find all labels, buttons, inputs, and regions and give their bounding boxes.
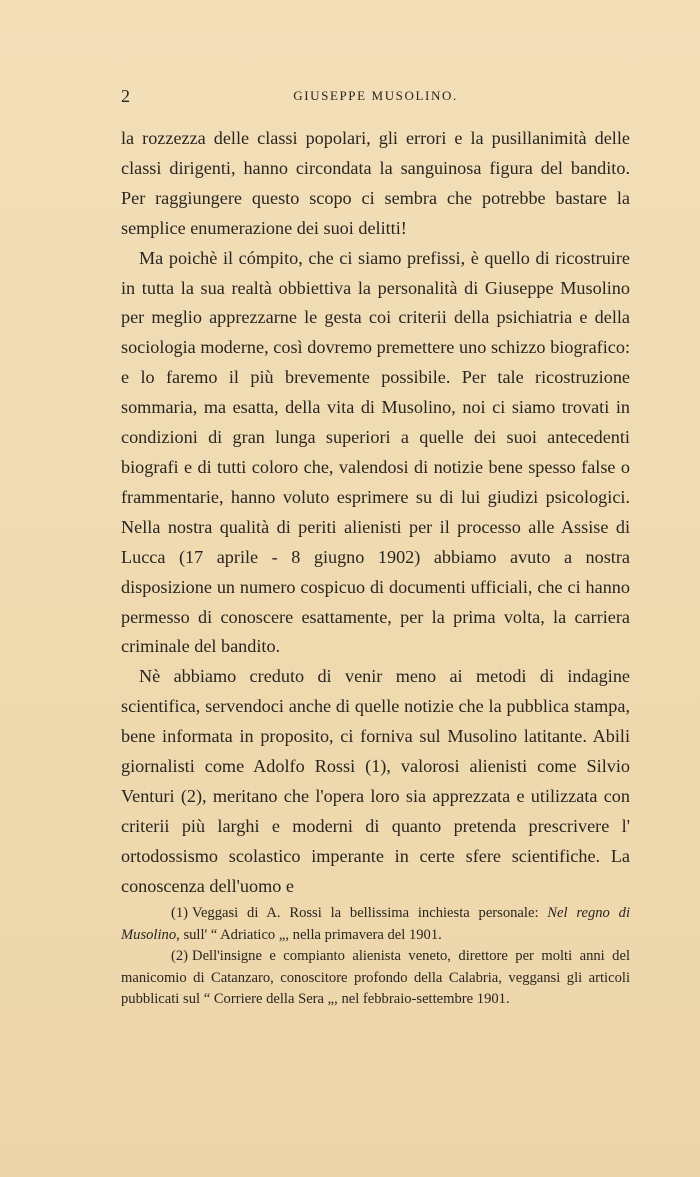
- paragraph-1: la rozzezza delle classi popolari, gli errori e la pusillanimità delle classi dirigenti, hanno circondata la sanguinosa figura del bandito. Per raggiungere questo scopo ci sembra che potrebbe bastare la semplice enumerazione dei suoi delitti!: [121, 128, 630, 238]
- running-head: [121, 86, 630, 110]
- footnote-marker: (2): [171, 948, 189, 965]
- running-title: GIUSEPPE MUSOLINO.: [293, 88, 458, 103]
- footnotes: [121, 903, 630, 1011]
- footnote-text-continued: , sull' “ Adriatico „, nella primavera del 1901.: [176, 926, 442, 943]
- footnote-2: [121, 946, 630, 1011]
- paragraph-3: Nè abbiamo creduto di venir meno ai metodi di indagine scientifica, servendoci anche di quelle notizie che la pubblica stampa, bene informata in proposito, ci forniva sul Musolino latitante. Abili giornalisti come Adolfo Rossi (1), valorosi alienisti come Silvio Venturi (2), meritano che l'opera loro sia apprezzata e utilizzata con criterii più larghi e moderni di quanto pretenda prescrivere l' ortodossismo scolastico imperante in certe sfere scientifiche. La conoscenza dell'uomo e: [121, 666, 630, 896]
- page-number: 2: [121, 86, 130, 106]
- footnote-text: Veggasi di A. Rossi la bellissima inchiesta personale:: [192, 905, 548, 921]
- paragraph-2: Ma poichè il cómpito, che ci siamo prefissi, è quello di ricostruire in tutta la sua realtà obbiettiva la personalità di Giuseppe Musolino per meglio apprezzarne le gesta coi criterii della psichiatria e della sociologia moderne, così dovremo premettere uno schizzo biografico: e lo faremo il più brevemente possibile. Per tale ricostruzione sommaria, ma esatta, della vita di Musolino, noi ci siamo trovati in condizioni di gran lunga superiori a quelle dei suoi antecedenti biografi e di tutti coloro che, valendosi di notizie bene spesso false o frammentarie, hanno voluto esprimere su di lui giudizi psicologici. Nella nostra qualità di periti alienisti per il processo alle Assise di Lucca (17 aprile - 8 giugno 1902) abbiamo avuto a nostra disposizione un numero cospicuo di documenti ufficiali, che ci hanno permesso di conoscere esattamente, per la prima volta, la carriera criminale del bandito.: [121, 247, 630, 657]
- footnote-text: Dell'insigne e compianto alienista veneto, direttore per molti anni del manicomio di Catanzaro, conoscitore profondo della Calabria, veggansi gli articoli pubblicati sul “ Corriere della Sera „, nel febbraio-settembre 1901.: [121, 948, 630, 1008]
- body-text: [121, 124, 630, 902]
- footnote-1: [121, 903, 630, 946]
- footnote-marker: (1): [171, 905, 189, 921]
- footnote-title-italic: Nel regno di Musolino: [121, 905, 631, 943]
